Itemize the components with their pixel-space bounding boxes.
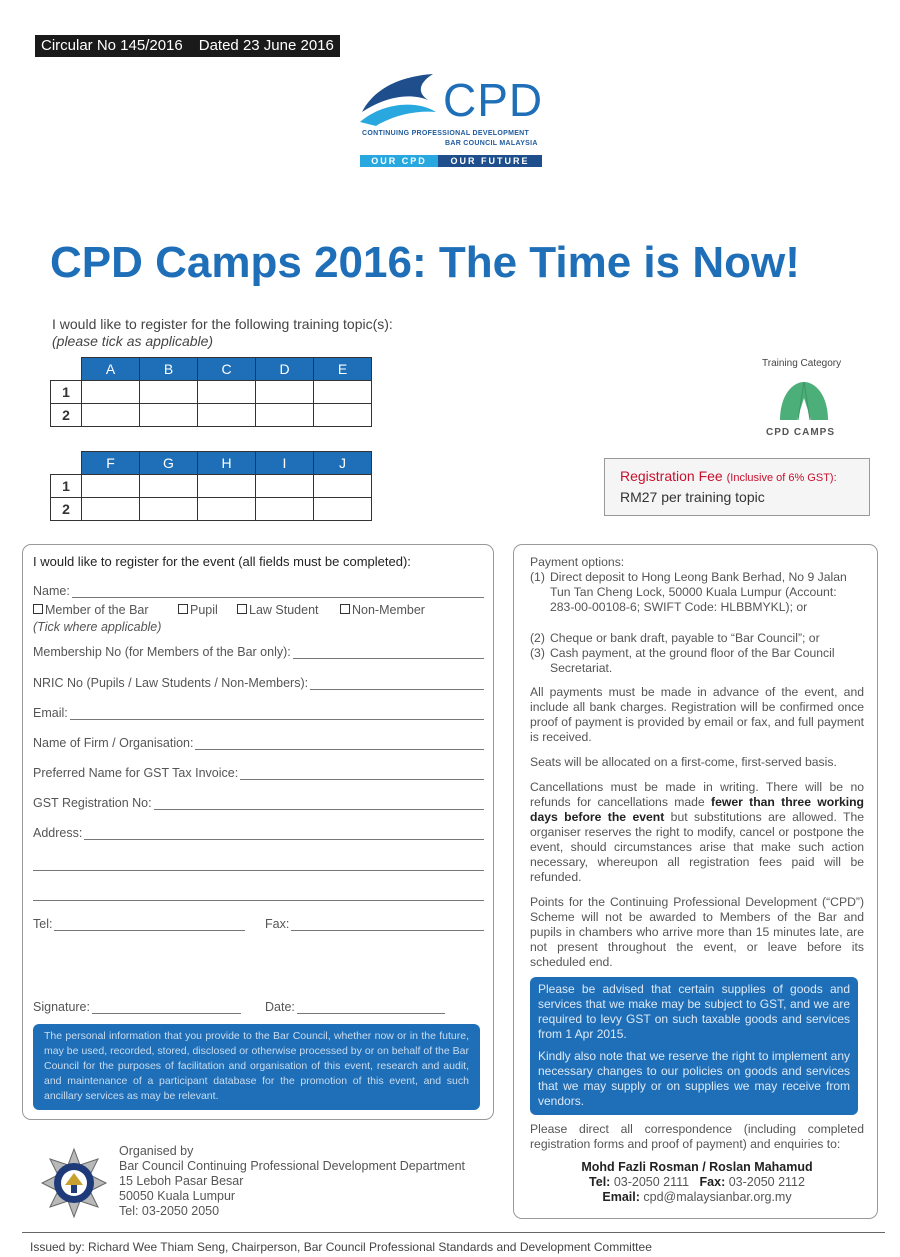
date-field[interactable] <box>265 1000 445 1014</box>
signature-label: Signature: <box>33 1000 90 1014</box>
circular-date: Dated 23 June 2016 <box>198 37 334 54</box>
gst-notice-2: Kindly also note that we reserve the right to implement any necessary changes to our policies on goods and services that we may supply or on supplies we may receive from vendors. <box>538 1049 850 1108</box>
checkbox-icon <box>178 604 188 614</box>
topic-header: B <box>140 358 198 381</box>
topic-checkbox-cell[interactable] <box>314 404 372 427</box>
form-heading: I would like to register for the event (all fields must be completed): <box>33 554 411 569</box>
tel-value: 03-2050 2111 <box>613 1175 690 1189</box>
cancellation-text <box>530 780 864 885</box>
correspondence-text: Please direct all correspondence (including completed registration forms and proof of payment) and enquiries to: <box>530 1122 864 1151</box>
fee-value: RM27 per training topic <box>620 489 765 505</box>
topic-checkbox-cell[interactable] <box>140 404 198 427</box>
option-text: Cheque or bank draft, payable to “Bar Council”; or <box>550 631 820 645</box>
fax-field[interactable] <box>265 917 484 931</box>
logo-org: BAR COUNCIL MALAYSIA <box>445 140 538 147</box>
payment-option-3 <box>530 646 864 676</box>
advance-payment-text: All payments must be made in advance of the event, and include all bank charges. Registration will be confirmed once proof of payment is provided by email or fax, and full payment is received. <box>530 685 864 744</box>
address-line[interactable] <box>84 827 484 840</box>
seats-text: Seats will be allocated on a first-come, first-served basis. <box>530 755 837 769</box>
membership-label: Membership No (for Members of the Bar only): <box>33 645 291 659</box>
topics-instruction: (please tick as applicable) <box>52 333 214 349</box>
topic-checkbox-cell[interactable] <box>82 404 140 427</box>
topic-checkbox-cell[interactable] <box>198 498 256 521</box>
option-number: (1) <box>530 570 545 584</box>
fax-line[interactable] <box>291 918 484 931</box>
topic-checkbox-cell[interactable] <box>82 475 140 498</box>
cpd-points-text: Points for the Continuing Professional Development (“CPD”) Scheme will not be awarded to Members of the Bar and pupils in chambers who arrive more than 15 minutes late, are not present throughout the event, or leave before its scheduled end. <box>530 895 864 969</box>
registration-form-panel <box>22 544 494 1120</box>
option-number: (2) <box>530 631 545 645</box>
topic-checkbox-cell[interactable] <box>140 381 198 404</box>
email-label: Email: <box>602 1190 640 1204</box>
checkbox-label: Member of the Bar <box>45 603 149 617</box>
topics-intro: I would like to register for the following training topic(s): <box>52 316 393 332</box>
signature-field[interactable] <box>33 1000 241 1014</box>
topic-checkbox-cell[interactable] <box>314 475 372 498</box>
address-label: Address: <box>33 826 83 840</box>
email-line[interactable] <box>70 707 484 720</box>
contact-email <box>530 1190 864 1205</box>
checkbox-icon <box>237 604 247 614</box>
organiser-block <box>119 1144 465 1219</box>
gst-notice-1: Please be advised that certain supplies of goods and services that we make may be subject to GST, and we are required to levy GST on such taxable goods and services from 1 Apr 2015. <box>538 982 850 1041</box>
topic-checkbox-cell[interactable] <box>140 498 198 521</box>
nric-line[interactable] <box>310 677 484 690</box>
fax-value: 03-2050 2112 <box>728 1175 805 1189</box>
nric-label: NRIC No (Pupils / Law Students / Non-Members): <box>33 676 309 690</box>
organiser-line: Organised by <box>119 1144 194 1158</box>
address-line-3[interactable] <box>33 900 484 901</box>
row-label: 1 <box>51 381 82 404</box>
page-title: CPD Camps 2016: The Time is Now! <box>50 238 800 287</box>
non-member-checkbox[interactable] <box>340 603 425 617</box>
option-text: Cash payment, at the ground floor of the Bar Council Secretariat. <box>550 646 835 675</box>
address-field[interactable] <box>33 826 484 840</box>
row-label: 2 <box>51 404 82 427</box>
row-label: 1 <box>51 475 82 498</box>
option-text: Direct deposit to Hong Leong Bank Berhad, No 9 Jalan Tun Tan Cheng Lock, 50000 Kuala Lumpur (Account: 283-00-00108-6; SWIFT Code: HLBBMYKL); or <box>550 570 847 614</box>
firm-line[interactable] <box>195 737 484 750</box>
gst-no-field[interactable] <box>33 796 484 810</box>
tagline-left: OUR CPD <box>360 155 438 167</box>
topic-header: C <box>198 358 256 381</box>
tagline-right: OUR FUTURE <box>438 155 542 167</box>
topic-checkbox-cell[interactable] <box>198 475 256 498</box>
contact-names-text: Mohd Fazli Rosman / Roslan Mahamud <box>581 1160 813 1174</box>
organiser-line: 15 Leboh Pasar Besar <box>119 1174 244 1188</box>
cancellation-emphasis: fewer than three working days before the event <box>530 795 864 824</box>
topic-header: F <box>82 452 140 475</box>
name-field[interactable] <box>33 584 484 598</box>
tent-icon <box>776 378 832 422</box>
topic-header: H <box>198 452 256 475</box>
gst-notice <box>530 977 858 1115</box>
name-line[interactable] <box>72 585 484 598</box>
circular-badge <box>35 35 340 57</box>
tel-field[interactable] <box>33 917 245 931</box>
topic-checkbox-cell[interactable] <box>314 381 372 404</box>
payment-heading: Payment options: <box>530 555 625 569</box>
contact-phone <box>530 1175 864 1190</box>
topic-checkbox-cell[interactable] <box>256 475 314 498</box>
tel-line[interactable] <box>54 918 245 931</box>
bar-council-seal-icon <box>40 1147 108 1219</box>
cancellation-part: but substitutions are allowed. The organiser reserves the right to modify, cancel or postpone the event, should circumstances arise that make such action necessary, whereupon all registration fees paid will be refunded. <box>530 810 864 884</box>
signature-line[interactable] <box>92 1001 241 1014</box>
date-line[interactable] <box>297 1001 445 1014</box>
circular-number: Circular No 145/2016 <box>41 37 183 54</box>
membership-no-field[interactable] <box>33 645 484 659</box>
logo-subtitle: CONTINUING PROFESSIONAL DEVELOPMENT <box>362 130 530 137</box>
preferred-name-field[interactable] <box>33 766 484 780</box>
member-of-bar-checkbox[interactable] <box>33 603 149 617</box>
topic-header: D <box>256 358 314 381</box>
checkbox-label: Non-Member <box>352 603 425 617</box>
topic-checkbox-cell[interactable] <box>82 381 140 404</box>
payment-option-1 <box>530 570 864 615</box>
membership-line[interactable] <box>293 646 484 659</box>
footer-divider <box>22 1232 885 1233</box>
address-line-2[interactable] <box>33 870 484 871</box>
topic-checkbox-cell[interactable] <box>256 498 314 521</box>
fax-label: Fax: <box>265 917 290 931</box>
topics-table-a-e <box>50 357 372 427</box>
topic-header: A <box>82 358 140 381</box>
preferred-name-label: Preferred Name for GST Tax Invoice: <box>33 766 239 780</box>
footer-issued-by: Issued by: Richard Wee Thiam Seng, Chairperson, Bar Council Professional Standards and Development Committee <box>30 1240 652 1254</box>
name-label: Name: <box>33 584 70 598</box>
topic-checkbox-cell[interactable] <box>314 498 372 521</box>
firm-label: Name of Firm / Organisation: <box>33 736 194 750</box>
topic-checkbox-cell[interactable] <box>256 404 314 427</box>
firm-field[interactable] <box>33 736 484 750</box>
topic-header: I <box>256 452 314 475</box>
training-category-name: CPD CAMPS <box>766 427 836 438</box>
payment-option-2 <box>530 631 864 646</box>
row-label: 2 <box>51 498 82 521</box>
gst-no-label: GST Registration No: <box>33 796 152 810</box>
email-link[interactable]: cpd@malaysianbar.org.my <box>643 1190 792 1204</box>
training-category-label: Training Category <box>762 358 842 369</box>
preferred-name-line[interactable] <box>240 767 484 780</box>
email-field[interactable] <box>33 706 484 720</box>
topic-header: J <box>314 452 372 475</box>
topic-checkbox-cell[interactable] <box>198 381 256 404</box>
topics-table-f-j <box>50 451 372 521</box>
organiser-line: 50050 Kuala Lumpur <box>119 1189 236 1203</box>
topic-checkbox-cell[interactable] <box>198 404 256 427</box>
topic-checkbox-cell[interactable] <box>256 381 314 404</box>
tick-note: (Tick where applicable) <box>33 620 162 634</box>
tel-label: Tel: <box>33 917 53 931</box>
nric-field[interactable] <box>33 676 484 690</box>
fee-note: (Inclusive of 6% GST): <box>726 472 837 484</box>
date-label: Date: <box>265 1000 295 1014</box>
cancellation-part: Cancellations must be made in writing. There will be no refunds for cancellations made <box>530 780 864 809</box>
fax-label: Fax: <box>699 1175 726 1189</box>
checkbox-label: Pupil <box>190 603 218 617</box>
tel-label: Tel: <box>589 1175 611 1189</box>
topic-header: G <box>140 452 198 475</box>
topic-checkbox-cell[interactable] <box>82 498 140 521</box>
option-number: (3) <box>530 646 545 660</box>
topic-header: E <box>314 358 372 381</box>
gst-no-line[interactable] <box>154 797 484 810</box>
topic-checkbox-cell[interactable] <box>140 475 198 498</box>
checkbox-icon <box>33 604 43 614</box>
organiser-line: Tel: 03-2050 2050 <box>119 1204 220 1218</box>
payment-info-panel <box>513 544 878 1219</box>
checkbox-icon <box>340 604 350 614</box>
email-label: Email: <box>33 706 68 720</box>
logo-tagline <box>360 155 542 167</box>
pupil-checkbox[interactable] <box>178 603 218 617</box>
registration-fee-box <box>604 458 870 516</box>
fee-title-text: Registration Fee <box>620 468 723 484</box>
checkbox-label: Law Student <box>249 603 319 617</box>
contact-names <box>530 1160 864 1175</box>
fee-title <box>620 468 837 484</box>
law-student-checkbox[interactable] <box>237 603 319 617</box>
privacy-notice: The personal information that you provide to the Bar Council, whether now or in the future, may be used, recorded, stored, disclosed or otherwise processed by or on behalf of the Bar Council for the purposes of facilitation and organisation of this event, research and audit, and maintenance of a participant database for the promotion of this event, and such ancillary services as may be relevant. <box>33 1024 480 1110</box>
cpd-logo-text: CPD <box>443 74 544 126</box>
organiser-line: Bar Council Continuing Professional Development Department <box>119 1159 466 1173</box>
